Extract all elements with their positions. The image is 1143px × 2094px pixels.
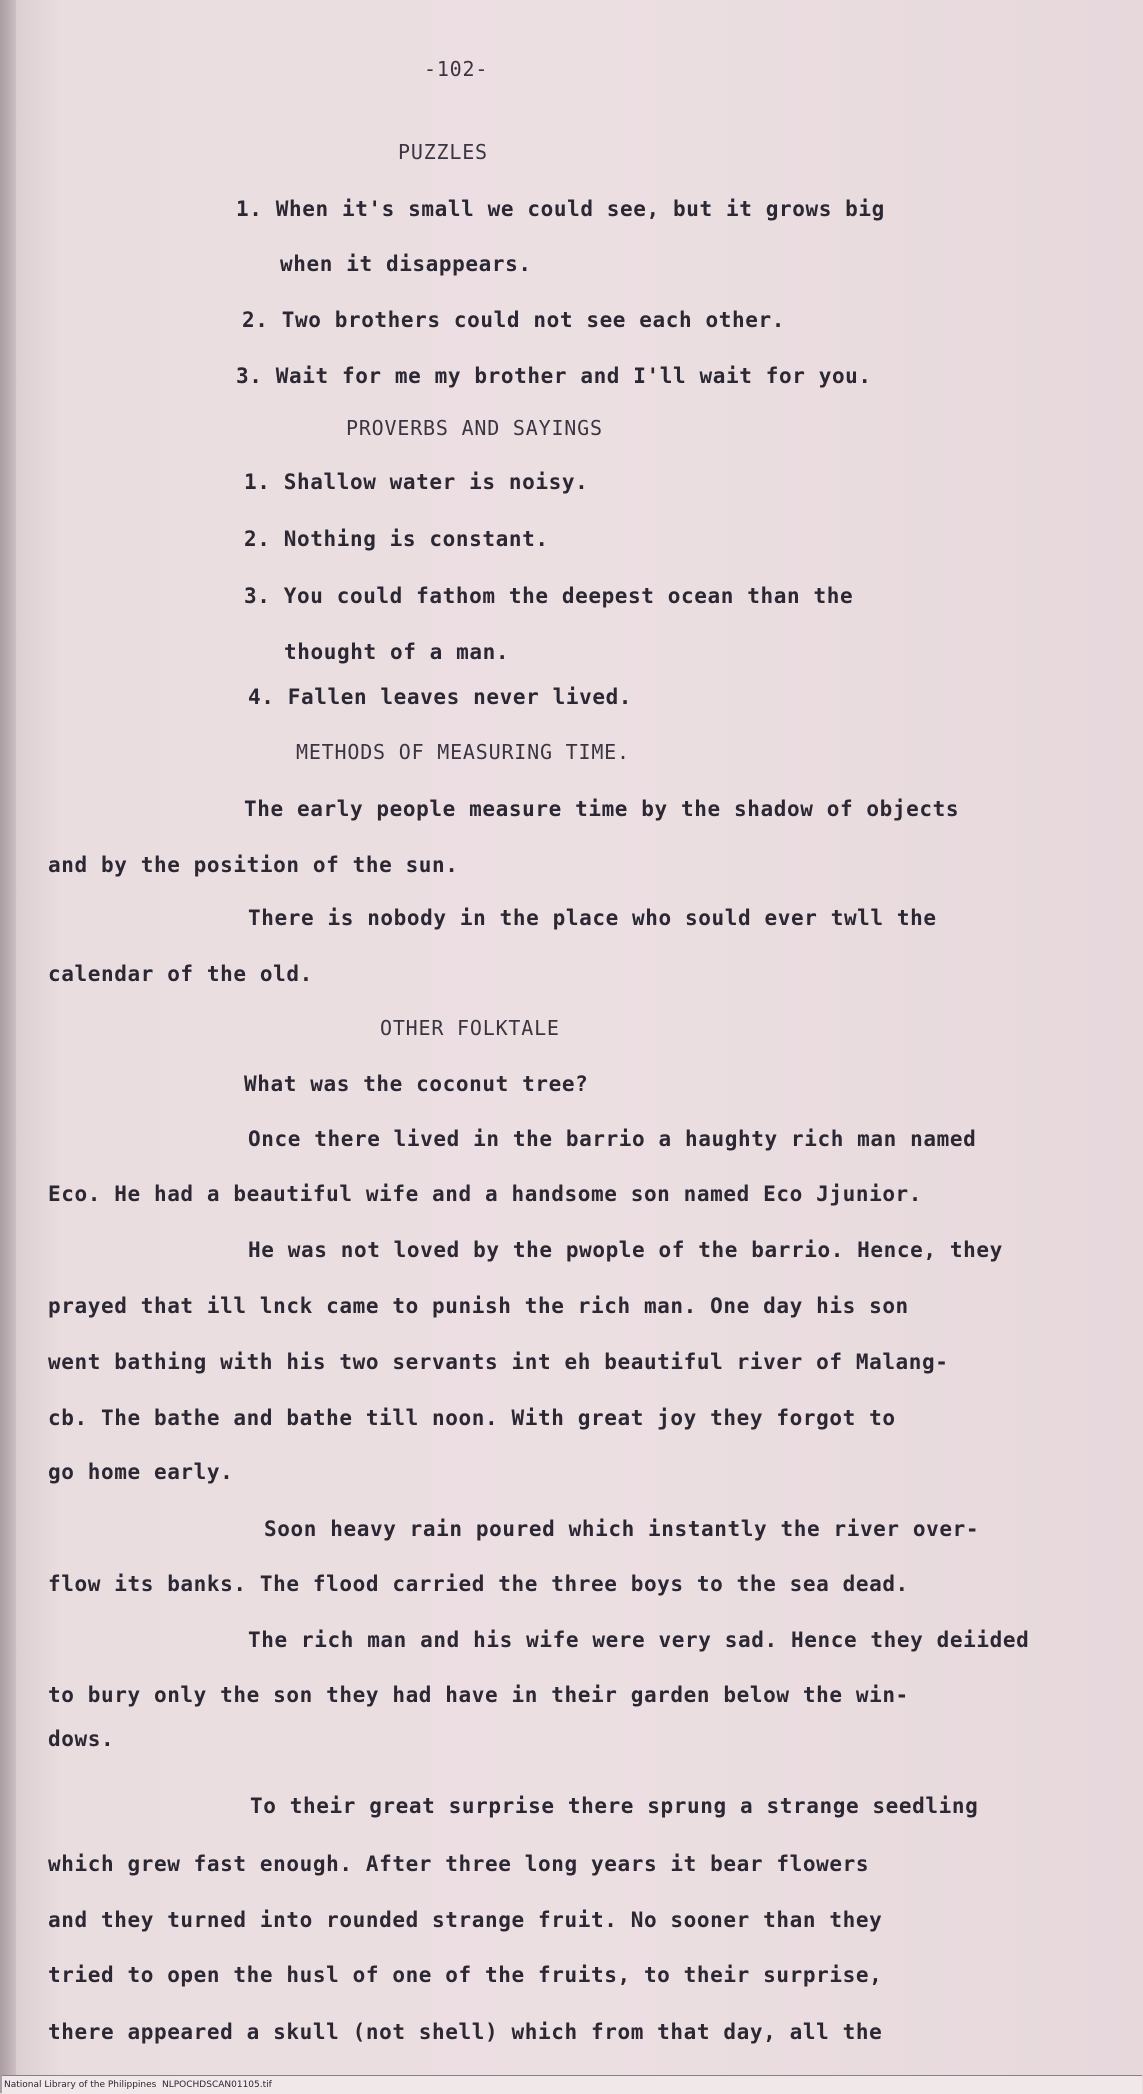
puzzle-line: 2. Two brothers could not see each other. (242, 308, 785, 332)
folktale-line: He was not loved by the pwople of the barrio. Hence, they (248, 1238, 1003, 1262)
proverb-line: thought of a man. (284, 640, 510, 664)
folktale-line: flow its banks. The flood carried the three boys to the sea dead. (48, 1572, 909, 1596)
methods-heading: METHODS OF MEASURING TIME. (296, 740, 630, 764)
folktale-line: and they turned into rounded strange fruit. No sooner than they (48, 1908, 883, 1932)
folktale-line: go home early. (48, 1460, 234, 1484)
folktale-line: which grew fast enough. After three long years it bear flowers (48, 1852, 870, 1876)
folktale-line: there appeared a skull (not shell) which from that day, all the (48, 2020, 883, 2044)
folktale-line: Eco. He had a beautiful wife and a handsome son named Eco Jjunior. (48, 1182, 923, 1206)
footer-file: NLPOCHDSCAN01105.tif (162, 2080, 272, 2090)
folktale-line: Once there lived in the barrio a haughty rich man named (248, 1127, 977, 1151)
puzzle-line: when it disappears. (280, 252, 532, 276)
methods-line: There is nobody in the place who sould ever twll the (248, 906, 937, 930)
folktale-line: cb. The bathe and bathe till noon. With great joy they forgot to (48, 1406, 896, 1430)
proverb-line: 4. Fallen leaves never lived. (248, 685, 633, 709)
footer-library: National Library of the Philippines (4, 2080, 157, 2090)
folktale-line: went bathing with his two servants int eh beautiful river of Malang- (48, 1350, 949, 1374)
binding-edge (0, 0, 16, 2093)
folktale-line: Soon heavy rain poured which instantly the river over- (264, 1517, 980, 1541)
folktale-line: to bury only the son they had have in their garden below the win- (48, 1683, 909, 1707)
folktale-line: prayed that ill lnck came to punish the rich man. One day his son (48, 1294, 909, 1318)
folktale-line: To their great surprise there sprung a strange seedling (250, 1794, 979, 1818)
proverb-line: 1. Shallow water is noisy. (244, 470, 589, 494)
puzzle-line: 3. Wait for me my brother and I'll wait for you. (236, 364, 872, 388)
folktale-line: The rich man and his wife were very sad. Hence they deiided (248, 1628, 1030, 1652)
page-number: -102- (424, 57, 489, 81)
methods-line: calendar of the old. (48, 962, 313, 986)
proverb-line: 2. Nothing is constant. (244, 527, 549, 551)
puzzles-heading: PUZZLES (398, 140, 488, 164)
puzzle-line: 1. When it's small we could see, but it grows big (236, 197, 885, 221)
folktale-line: What was the coconut tree? (244, 1072, 589, 1096)
proverbs-heading: PROVERBS AND SAYINGS (346, 416, 603, 440)
methods-line: The early people measure time by the shadow of objects (244, 797, 960, 821)
proverb-line: 3. You could fathom the deepest ocean than the (244, 584, 854, 608)
folktale-line: tried to open the husl of one of the fruits, to their surprise, (48, 1963, 883, 1987)
folktale-heading: OTHER FOLKTALE (380, 1016, 560, 1040)
methods-line: and by the position of the sun. (48, 853, 459, 877)
scan-footer (2, 2075, 1142, 2094)
folktale-line: dows. (48, 1727, 115, 1751)
